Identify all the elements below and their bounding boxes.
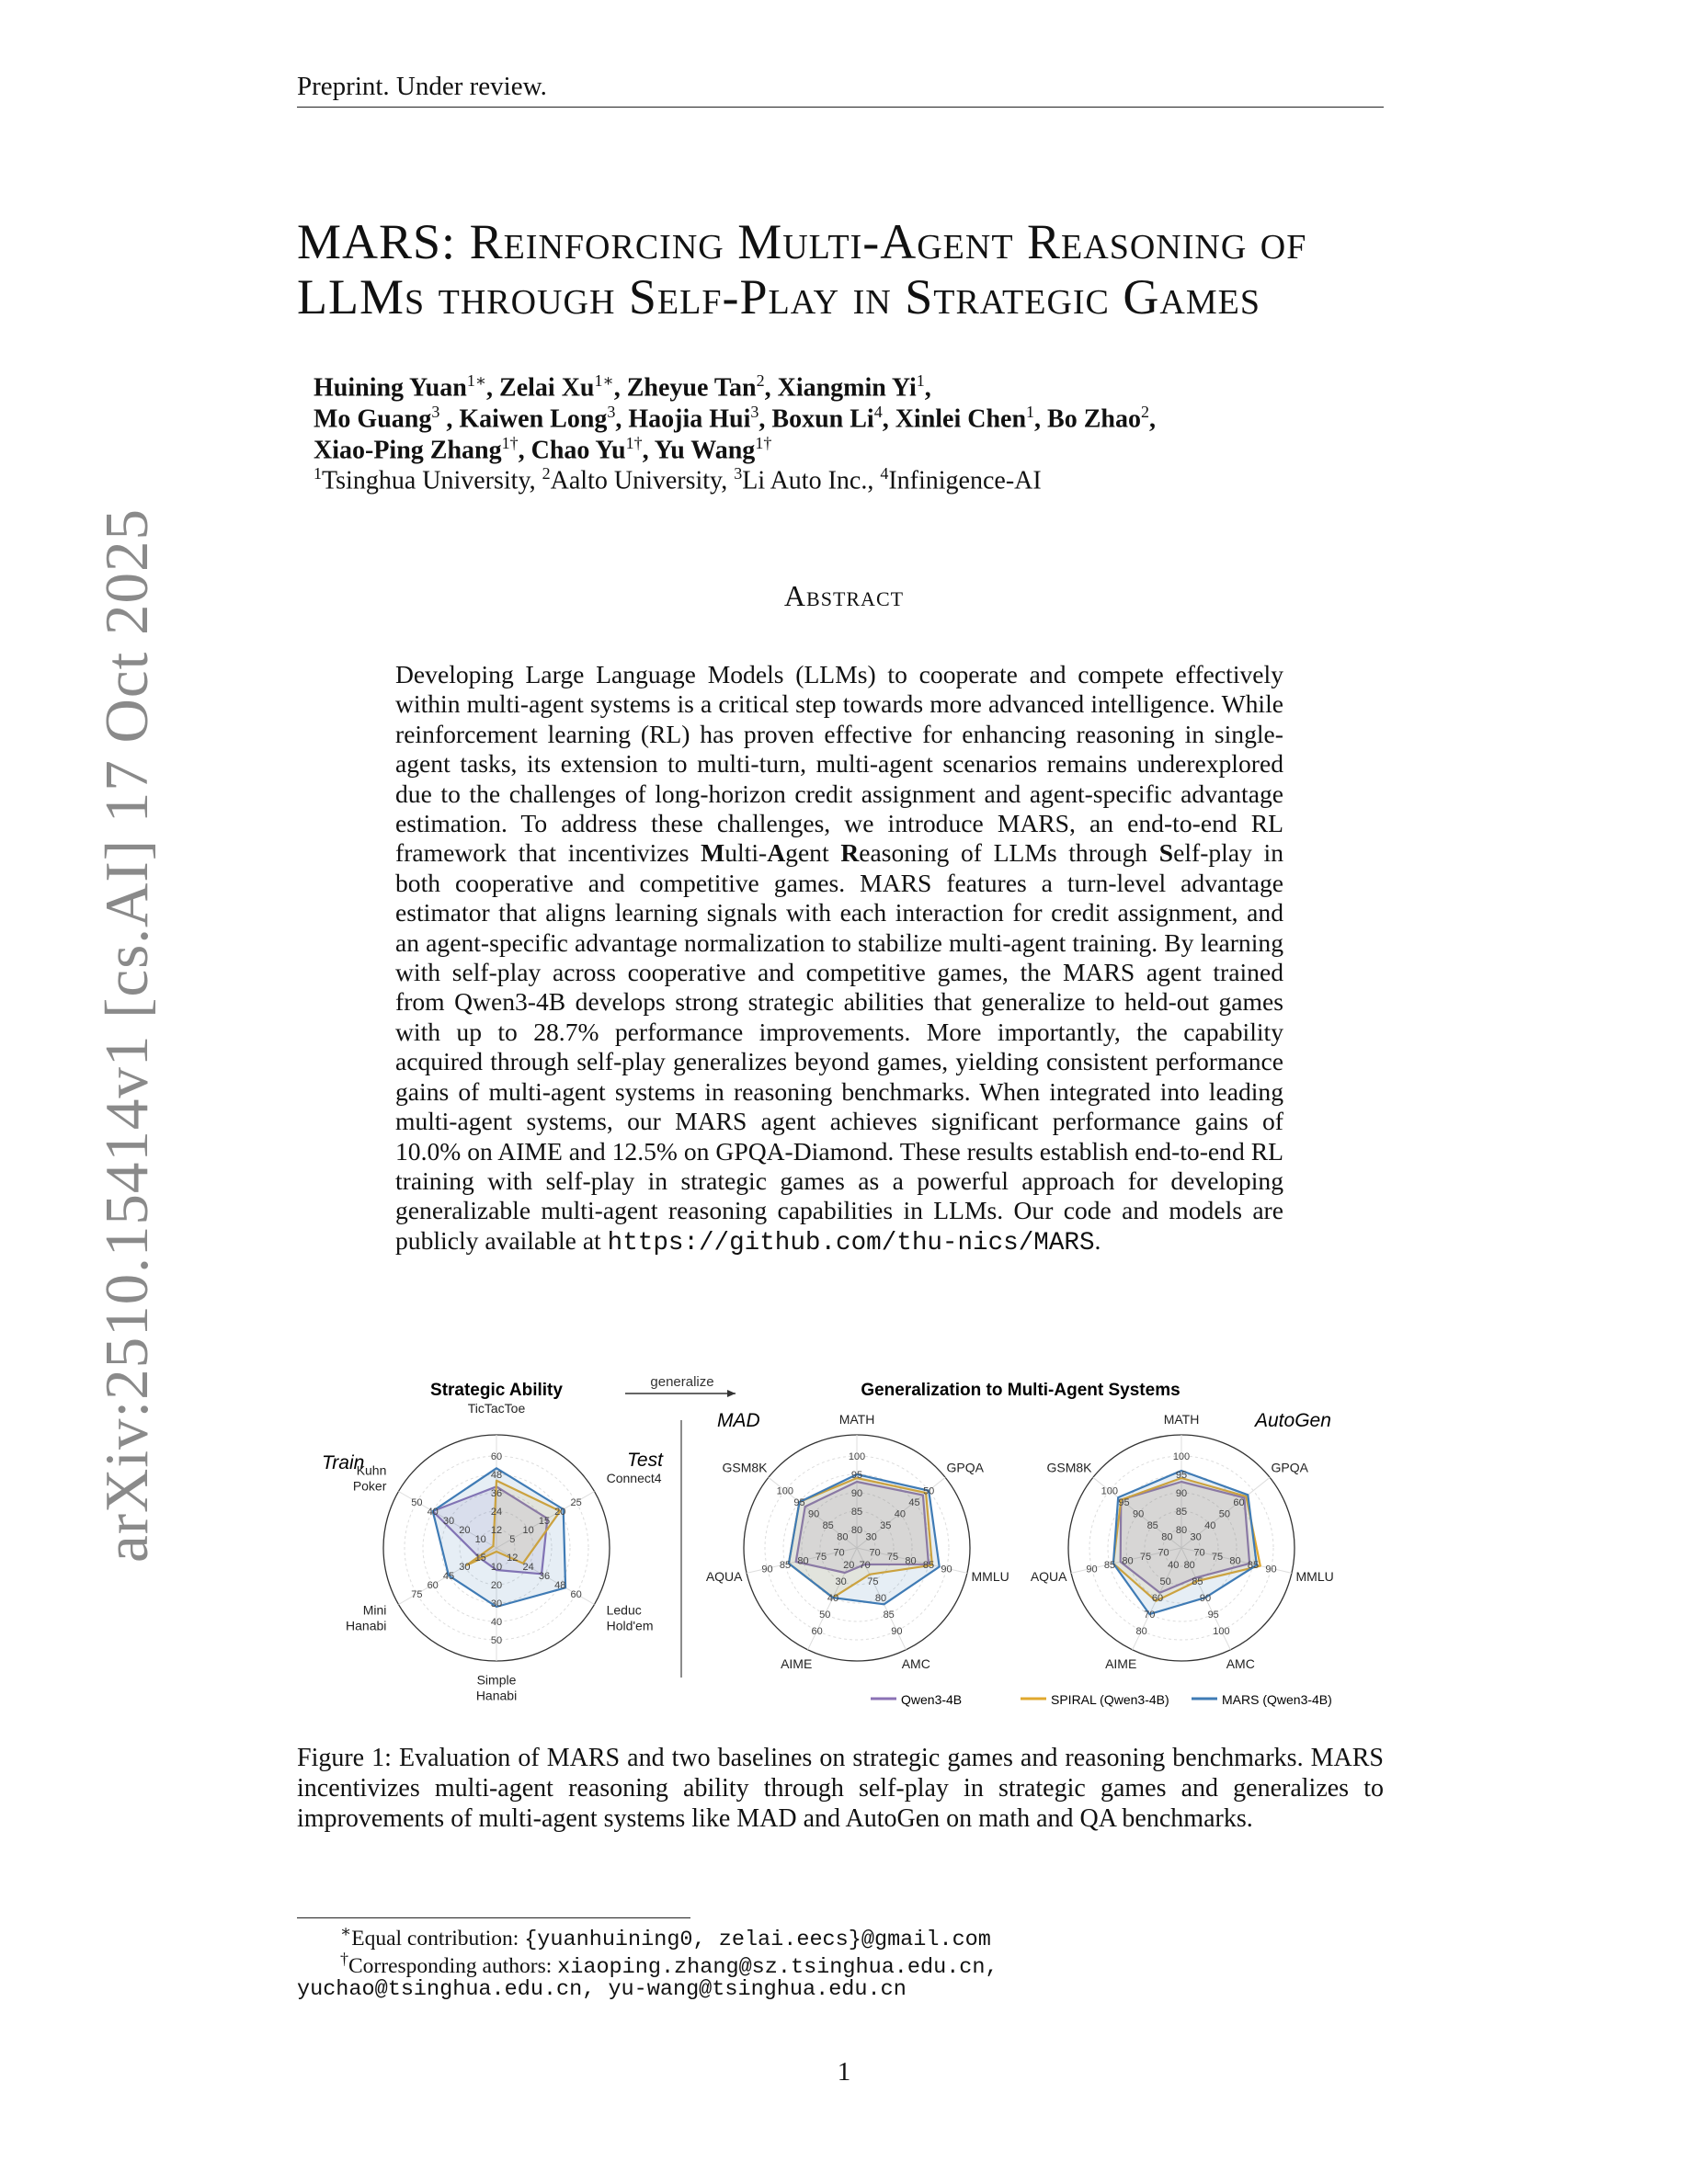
footnote-label: Equal contribution: — [351, 1926, 519, 1951]
generalize-label: generalize — [650, 1374, 714, 1390]
radar-tick-label: 50 — [411, 1497, 423, 1508]
author-affil: 1† — [755, 434, 772, 452]
radar-tick-label: 12 — [507, 1553, 519, 1564]
radar-tick-label: 75 — [867, 1576, 879, 1587]
radar-tick-label: 20 — [554, 1507, 566, 1518]
radar-tick-label: 45 — [908, 1497, 920, 1509]
radar-tick-label: 50 — [490, 1635, 503, 1646]
radar-tick-label: 90 — [891, 1626, 903, 1638]
author-affil: 1 — [1026, 403, 1035, 421]
radar-tick-label: 95 — [1118, 1497, 1130, 1509]
radar-tick-label: 80 — [874, 1593, 887, 1605]
author-name: Xinlei Chen — [895, 404, 1027, 434]
author-name: Mo Guang — [314, 404, 432, 434]
abstract-text: gent — [785, 838, 829, 868]
radar-axis-label: Leduc — [606, 1602, 642, 1618]
radar-tick-label: 100 — [1213, 1626, 1230, 1638]
affil-name: Infinigence-AI — [888, 466, 1042, 495]
radar-tick-label: 75 — [411, 1589, 423, 1600]
radar-tick-label: 20 — [459, 1525, 471, 1536]
radar-tick-label: 20 — [843, 1560, 855, 1571]
radar-tick-label: 80 — [905, 1555, 917, 1567]
radar-tick-label: 95 — [1175, 1470, 1188, 1481]
radar-axis-label: MATH — [1163, 1412, 1200, 1427]
radar-tick-label: 90 — [1175, 1488, 1188, 1499]
radar-tick-label: 85 — [822, 1520, 834, 1532]
abstract-text: easoning of LLMs through — [859, 838, 1148, 868]
generalization-title: Generalization to Multi-Agent Systems — [861, 1381, 1180, 1400]
paper-title-line-2: LLMs through Self-Play in Strategic Games — [297, 269, 1260, 324]
affil-name: Li Auto Inc. — [742, 466, 868, 495]
radar-tick-label: 36 — [538, 1571, 551, 1582]
radar-tick-label: 85 — [850, 1507, 863, 1518]
radar-tick-label: 90 — [1132, 1508, 1145, 1520]
radar-tick-label: 85 — [922, 1559, 935, 1571]
code-url[interactable]: https://github.com/thu-nics/MARS — [607, 1228, 1095, 1257]
radar-tick-label: 15 — [538, 1516, 551, 1527]
abstract-body — [395, 660, 1283, 1258]
radar-tick-label: 100 — [776, 1485, 793, 1497]
author-name: Boxun Li — [771, 404, 874, 434]
radar-tick-label: 36 — [490, 1488, 503, 1499]
footnote-rule — [297, 1917, 690, 1918]
radar-tick-label: 40 — [1168, 1560, 1180, 1571]
radar-tick-label: 30 — [835, 1576, 847, 1587]
radar-tick-label: 25 — [570, 1497, 582, 1508]
author-name: Zheyue Tan — [626, 373, 757, 403]
radar-axis-label: Hold'em — [606, 1618, 654, 1633]
legend-label: SPIRAL (Qwen3-4B) — [1051, 1692, 1169, 1707]
radar-tick-label: 70 — [859, 1560, 871, 1571]
abstract-heading: Abstract — [783, 579, 905, 612]
affil-sup: 3 — [734, 464, 743, 483]
chart-legend — [871, 1692, 1332, 1707]
radar-tick-label: 40 — [490, 1617, 503, 1628]
affil-sup: 4 — [880, 464, 889, 483]
radar-tick-label: 80 — [850, 1525, 863, 1536]
radar-axis-label: GSM8K — [1046, 1460, 1092, 1475]
footnote-mark: † — [340, 1950, 348, 1968]
radar-axis-label: GPQA — [1271, 1460, 1308, 1475]
radar-tick-label: 70 — [1158, 1547, 1169, 1559]
author-name: Haojia Hui — [628, 404, 751, 434]
radar-axis-label: MMLU — [1295, 1569, 1334, 1585]
radar-tick-label: 60 — [1151, 1593, 1164, 1605]
radar-axis-label: AIME — [781, 1656, 813, 1672]
radar-axis-label: Kuhn — [356, 1462, 387, 1478]
radar-tick-label: 40 — [894, 1508, 907, 1520]
radar-tick-label: 30 — [490, 1598, 503, 1610]
author-line-3: Xiao-Ping Zhang$^{1\dagger}$, Chao $Yu^{1\dagger}$, Yu Wang$^{1\dagger}$ — [314, 434, 772, 465]
mad-label: MAD — [717, 1410, 760, 1431]
footnote-mark: ∗ — [340, 1922, 352, 1940]
acronym-letter: M — [701, 838, 725, 868]
radar-tick-label: 70 — [869, 1547, 881, 1559]
radar-tick-label: 50 — [819, 1610, 831, 1621]
arrow-head-icon — [727, 1390, 736, 1397]
radar-axis-label: AQUA — [1030, 1569, 1067, 1585]
radar-axis-label: Hanabi — [346, 1618, 387, 1633]
figure-caption — [297, 1743, 1384, 1834]
radar-tick-label: 30 — [865, 1531, 877, 1543]
radar-strategic-ability — [346, 1401, 662, 1703]
author-affil: 1∗ — [466, 371, 487, 390]
radar-tick-label: 95 — [1207, 1610, 1219, 1621]
author-affil: 3 — [750, 403, 759, 421]
radar-tick-label: 80 — [1175, 1525, 1188, 1536]
affiliations: $^1$Tsinghua University, $^2$Aalto University, $^3$Li Auto Inc., $^4$Infinigence-AI — [314, 464, 1042, 495]
autogen-label: AutoGen — [1255, 1410, 1331, 1431]
radar-tick-label: 85 — [1103, 1559, 1116, 1571]
radar-axis-label: Simple — [476, 1672, 517, 1688]
radar-tick-label: 90 — [1265, 1564, 1277, 1575]
radar-axis-label: AIME — [1105, 1656, 1137, 1672]
radar-tick-label: 100 — [1101, 1485, 1118, 1497]
author-name: Chao Yu — [530, 436, 626, 465]
author-name: Bo Zhao — [1047, 404, 1141, 434]
radar-tick-label: 90 — [807, 1508, 820, 1520]
author-affil: 2 — [756, 371, 765, 390]
author-affil: 3 — [431, 403, 440, 421]
paper-title-line-1: MARS: Reinforcing Multi-Agent Reasoning of — [297, 214, 1307, 269]
radar-tick-label: 80 — [1122, 1555, 1134, 1567]
radar-tick-label: 40 — [827, 1593, 839, 1605]
radar-tick-label: 80 — [797, 1555, 809, 1567]
caption-label: Figure 1: — [297, 1744, 392, 1772]
author-affil: 1 — [916, 371, 925, 390]
radar-tick-label: 90 — [1199, 1593, 1212, 1605]
radar-tick-label: 40 — [427, 1507, 439, 1518]
radar-tick-label: 5 — [509, 1534, 516, 1545]
radar-tick-label: 75 — [1139, 1551, 1152, 1563]
radar-tick-label: 85 — [1175, 1507, 1188, 1518]
radar-tick-label: 85 — [1146, 1520, 1158, 1532]
radar-tick-label: 85 — [1192, 1576, 1203, 1587]
affil-name: Aalto University — [550, 466, 722, 495]
footnote-email[interactable]: {yuanhuining0, zelai.eecs}@gmail.com — [524, 1927, 991, 1952]
radar-axis-label: AQUA — [705, 1569, 743, 1585]
radar-tick-label: 60 — [811, 1626, 823, 1638]
radar-axis-label: Poker — [352, 1478, 387, 1494]
header-rule — [297, 107, 1384, 108]
author-affil: 3 — [607, 403, 616, 421]
radar-axis-label: Mini — [362, 1602, 387, 1618]
radar-tick-label: 60 — [570, 1589, 582, 1600]
radar-tick-label: 90 — [850, 1488, 863, 1499]
radar-tick-label: 10 — [522, 1525, 534, 1536]
abstract-text: Developing Large Language Models (LLMs) to cooperate and compete effectively within multi-agent systems is a critical step towards more advanced intelligence. While reinforcement learning (RL) has proven effective for enhancing reasoning in single-agent tasks, its extension to multi-turn, multi-agent scenarios remains underexplored due to the challenges of long-horizon credit assignment and agent-specific advantage estimation. To address these challenges, we introduce MARS, an end-to-end RL framework that incentivizes — [395, 660, 1283, 868]
author-line-1: Huining Yuan$^{1∗}$, Zelai $Xu^{1∗}$, Zheyue Tan$^2$, Xiangmin Yi$^1$, — [314, 371, 931, 403]
author-name: Zelai Xu — [499, 373, 595, 403]
radar-series-mars-qwen3-4b — [789, 1474, 940, 1604]
footnote-email[interactable]: xiaoping.zhang@sz.tsinghua.edu.cn, — [557, 1954, 998, 1980]
radar-tick-label: 60 — [1233, 1497, 1245, 1509]
radar-tick-label: 70 — [1193, 1547, 1205, 1559]
radar-tick-label: 100 — [1172, 1451, 1191, 1462]
author-name: Huining Yuan — [314, 373, 467, 403]
author-name: Kaiwen Long — [459, 404, 608, 434]
author-name: Yu Wang — [654, 436, 756, 465]
radar-tick-label: 80 — [1183, 1560, 1195, 1571]
footnote-label: Corresponding authors: — [348, 1953, 553, 1978]
affil-sup: 2 — [542, 464, 551, 483]
radar-tick-label: 10 — [490, 1562, 503, 1573]
radar-tick-label: 75 — [815, 1551, 827, 1563]
legend-label: MARS (Qwen3-4B) — [1222, 1692, 1332, 1707]
author-affil: 2 — [1140, 403, 1149, 421]
radar-tick-label: 85 — [883, 1610, 895, 1621]
radar-tick-label: 48 — [490, 1470, 503, 1481]
radar-tick-label: 30 — [442, 1516, 455, 1527]
abstract-text: elf-play in both cooperative and competitive games. MARS features a turn-level advantage estimator that aligns learning signals with each interaction for credit assignment, and an agent-specific advantage normalization to stabilize multi-agent training. By learning with self-play across cooperative and competitive games, the MARS agent trained from Qwen3-4B develops strong strategic abilities that generalize to held-out games with up to 28.7% performance improvements. More importantly, the capability acquired through self-play generalizes beyond games, yielding consistent performance gains of multi-agent systems in reasoning benchmarks. When integrated into leading multi-agent systems, our MARS agent achieves significant performance gains of 10.0% on AIME and 12.5% on GPQA-Diamond. These results establish end-to-end RL training with self-play in strategic games as a powerful approach for developing generalizable multi-agent reasoning capabilities in LLMs. Our code and models are publicly available at — [395, 838, 1283, 1255]
acronym-letter: A — [767, 838, 786, 868]
radar-tick-label: 75 — [886, 1551, 899, 1563]
acronym-letter: R — [840, 838, 860, 868]
radar-tick-label: 90 — [1086, 1564, 1098, 1575]
radar-tick-label: 15 — [474, 1553, 486, 1564]
radar-tick-label: 35 — [880, 1520, 892, 1532]
radar-tick-label: 20 — [490, 1580, 503, 1591]
radar-tick-label: 80 — [1161, 1531, 1173, 1543]
radar-tick-label: 50 — [1159, 1576, 1171, 1587]
radar-tick-label: 50 — [923, 1485, 935, 1497]
radar-tick-label: 90 — [941, 1564, 952, 1575]
radar-axis-label: AMC — [901, 1656, 930, 1672]
radar-tick-label: 24 — [522, 1562, 534, 1573]
radar-axis-label: Connect4 — [606, 1471, 662, 1485]
radar-tick-label: 70 — [1144, 1610, 1156, 1621]
radar-tick-label: 30 — [459, 1562, 471, 1573]
author-name: Xiao-Ping Zhang — [314, 436, 502, 465]
page-number: 1 — [837, 2057, 851, 2087]
radar-tick-label: 60 — [490, 1451, 503, 1462]
affil-sup: 1 — [314, 464, 322, 483]
arxiv-identifier: arXiv:2510.15414v1 [cs.AI] 17 Oct 2025 — [93, 507, 161, 1563]
radar-tick-label: 60 — [427, 1580, 439, 1591]
radar-tick-label: 48 — [554, 1580, 566, 1591]
train-label: Train — [322, 1452, 365, 1473]
running-header: Preprint. Under review. — [297, 72, 547, 101]
radar-tick-label: 45 — [442, 1571, 455, 1582]
author-line-2: Mo Guang$^3$ , Kaiwen Long$^3$, Haojia Hui$^3$, Boxun Li$^4$, Xinlei Chen$^1$, Bo Zhao$^2$, — [314, 403, 1156, 434]
author-affil: 4 — [873, 403, 883, 421]
radar-axis-label: MATH — [838, 1412, 875, 1427]
acronym-letter: S — [1158, 838, 1174, 868]
abstract-text: ulti- — [724, 838, 768, 868]
radar-tick-label: 30 — [1190, 1531, 1202, 1543]
test-label: Test — [627, 1450, 663, 1471]
legend-label: Qwen3-4B — [901, 1692, 963, 1707]
radar-tick-label: 40 — [1204, 1520, 1216, 1532]
radar-axis-label: Hanabi — [475, 1688, 518, 1703]
radar-tick-label: 75 — [1211, 1551, 1224, 1563]
radar-tick-label: 24 — [490, 1507, 503, 1518]
radar-axis-label: AMC — [1226, 1656, 1255, 1672]
author-affil: 1† — [625, 434, 643, 452]
radar-tick-label: 95 — [793, 1497, 805, 1509]
radar-mad — [706, 1412, 1009, 1671]
radar-axis-label: GSM8K — [722, 1460, 768, 1475]
radar-tick-label: 10 — [474, 1534, 486, 1545]
radar-tick-label: 12 — [490, 1525, 503, 1536]
radar-tick-label: 95 — [850, 1470, 863, 1481]
radar-tick-label: 70 — [833, 1547, 845, 1559]
footnote-corresponding — [340, 1950, 998, 1980]
radar-tick-label: 85 — [1247, 1559, 1260, 1571]
author-name: Xiangmin Yi — [777, 373, 917, 403]
radar-autogen — [1031, 1412, 1334, 1671]
radar-tick-label: 80 — [837, 1531, 849, 1543]
author-affil: 1∗ — [594, 371, 614, 390]
strategic-ability-title: Strategic Ability — [430, 1381, 563, 1400]
radar-tick-label: 80 — [1135, 1626, 1147, 1638]
radar-tick-label: 85 — [779, 1559, 792, 1571]
radar-axis-label: GPQA — [946, 1460, 984, 1475]
footnote-equal-contribution — [340, 1922, 991, 1952]
footnote-email-line[interactable]: yuchao@tsinghua.edu.cn, yu-wang@tsinghua.edu.cn — [297, 1977, 907, 2002]
affil-name: Tsinghua University — [322, 466, 530, 495]
radar-tick-label: 100 — [848, 1451, 866, 1462]
caption-text: Evaluation of MARS and two baselines on strategic games and reasoning benchmarks. MARS incentivizes multi-agent reasoning ability through self-play in strategic games and generalizes to improvements of multi-agent systems like MAD and AutoGen on math and QA benchmarks. — [297, 1744, 1384, 1833]
radar-tick-label: 90 — [761, 1564, 773, 1575]
radar-axis-label: MMLU — [971, 1569, 1009, 1585]
abstract-text: . — [1094, 1225, 1101, 1255]
radar-tick-label: 80 — [1229, 1555, 1241, 1567]
radar-axis-label: TicTacToe — [467, 1401, 526, 1416]
radar-tick-label: 50 — [1218, 1508, 1231, 1520]
author-affil: 1† — [501, 434, 519, 452]
figure-1 — [303, 1370, 1388, 1724]
